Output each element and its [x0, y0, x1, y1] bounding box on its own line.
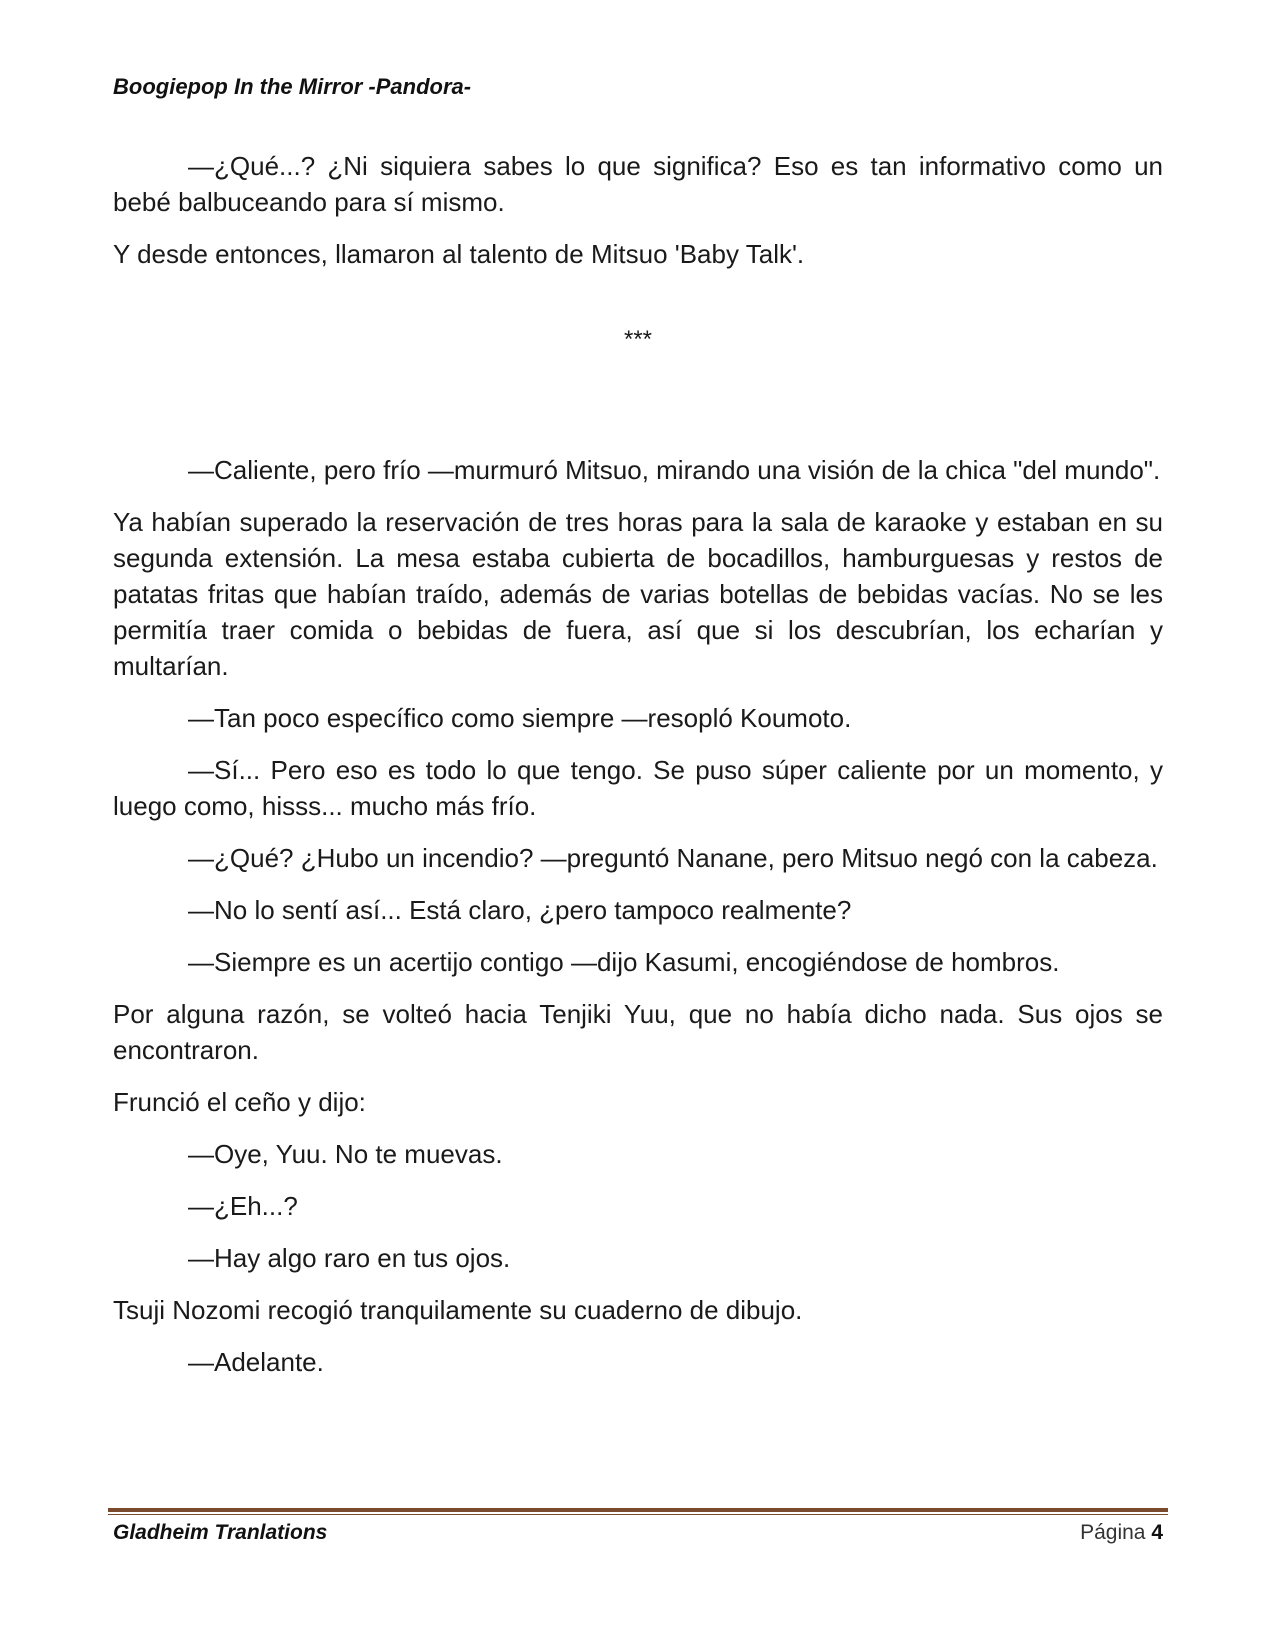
page-label: Página [1080, 1521, 1146, 1544]
paragraph: —¿Eh...? [188, 1191, 298, 1221]
paragraph: —Sí... Pero eso es todo lo que tengo. Se puso súper caliente por un momento, y luego como, hisss... mucho más frío. [113, 755, 1163, 821]
footer-publisher: Gladheim Tranlations [113, 1521, 328, 1544]
paragraph: Ya habían superado la reservación de tres horas para la sala de karaoke y estaban en su segunda extensión. La mesa estaba cubierta de bocadillos, hamburguesas y restos de patatas fritas que habían traído, además de varias botellas de bebidas vacías. No se les permitía traer comida o bebidas de fuera, así que si los descubrían, los echarían y multarían. [113, 507, 1163, 681]
paragraph: —Hay algo raro en tus ojos. [188, 1243, 511, 1273]
paragraph: —Adelante. [188, 1347, 324, 1377]
paragraph: —Caliente, pero frío —murmuró Mitsuo, mirando una visión de la chica "del mundo". [188, 455, 1161, 485]
paragraph: —Siempre es un acertijo contigo —dijo Kasumi, encogiéndose de hombros. [188, 947, 1060, 977]
running-header-title: Boogiepop In the Mirror -Pandora- [113, 74, 472, 99]
paragraph: —No lo sentí así... Está claro, ¿pero tampoco realmente? [188, 895, 852, 925]
footer-divider [108, 1508, 1168, 1515]
page-number: 4 [1151, 1521, 1163, 1544]
footer-divider-thick [108, 1508, 1168, 1512]
paragraph: Tsuji Nozomi recogió tranquilamente su cuaderno de dibujo. [113, 1295, 803, 1325]
page-body [113, 148, 1163, 1396]
paragraph: —¿Qué? ¿Hubo un incendio? —preguntó Nanane, pero Mitsuo negó con la cabeza. [188, 843, 1158, 873]
footer-divider-thin [108, 1514, 1168, 1515]
paragraph: —Tan poco específico como siempre —resopló Koumoto. [188, 703, 852, 733]
footer-page-number [1080, 1521, 1163, 1545]
paragraph: —¿Qué...? ¿Ni siquiera sabes lo que significa? Eso es tan informativo como un bebé balbuceando para sí mismo. [113, 151, 1163, 217]
paragraph: —Oye, Yuu. No te muevas. [188, 1139, 503, 1169]
paragraph: Frunció el ceño y dijo: [113, 1087, 366, 1117]
paragraph: Y desde entonces, llamaron al talento de Mitsuo 'Baby Talk'. [113, 239, 805, 269]
scene-separator: *** [623, 326, 653, 353]
paragraph: Por alguna razón, se volteó hacia Tenjiki Yuu, que no había dicho nada. Sus ojos se encontraron. [113, 999, 1163, 1065]
